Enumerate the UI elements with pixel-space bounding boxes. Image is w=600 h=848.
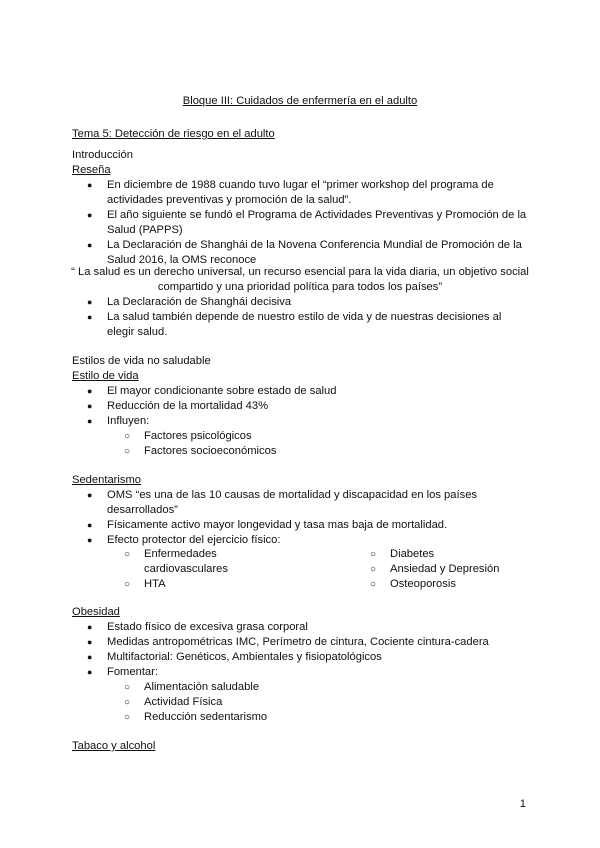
list-item: ● OMS “es una de las 10 causas de mortalidad y discapacidad en los países desarrollados”	[72, 488, 492, 518]
list-item: ● La salud también depende de nuestro estilo de vida y de nuestras decisiones al elegir salud.	[72, 310, 530, 340]
list-item: ● El año siguiente se fundó el Programa de Actividades Preventivas y Promoción de la Salud (PAPPS)	[72, 208, 530, 238]
document-title: Bloque III: Cuidados de enfermería en el adulto	[182, 95, 418, 107]
list-item: ○ Ansiedad y Depresión	[318, 562, 499, 577]
list-item: ○ Osteoporosis	[318, 577, 499, 592]
list-item: ○ Diabetes	[318, 547, 499, 562]
tema-heading: Tema 5: Detección de riesgo en el adulto	[72, 128, 275, 140]
sedentarismo-heading: Sedentarismo	[72, 474, 142, 486]
obesidad-heading: Obesidad	[72, 606, 120, 618]
list-item: ○ Enfermedades cardiovasculares	[72, 547, 244, 577]
estilos-sub-bullets	[72, 429, 276, 459]
list-item: ○ Actividad Física	[72, 695, 267, 710]
page-number: 1	[519, 798, 526, 810]
list-item: ● Multifactorial: Genéticos, Ambientales y fisiopatológicos	[72, 650, 530, 665]
list-item: ○ Reducción sedentarismo	[72, 710, 267, 725]
obesidad-sub-bullets	[72, 680, 267, 725]
list-item: ● Físicamente activo mayor longevidad y tasa mas baja de mortalidad.	[72, 518, 492, 533]
intro-heading: Introducción	[72, 149, 133, 161]
intro-bullets	[72, 178, 530, 268]
list-item: ● En diciembre de 1988 cuando tuvo lugar el “primer workshop del programa de actividades preventivas y promoción de la salud”.	[72, 178, 530, 208]
list-item: ○ Factores socioeconómicos	[72, 444, 276, 459]
list-item: ● Estado físico de excesiva grasa corporal	[72, 620, 530, 635]
list-item: ● Fomentar:	[72, 665, 530, 680]
intro-bullets-after	[72, 295, 530, 340]
list-item: ● Efecto protector del ejercicio físico:	[72, 533, 492, 548]
list-item: ○ HTA	[72, 577, 312, 592]
list-item: ● La Declaración de Shanghái de la Novena Conferencia Mundial de Promoción de la Salud 2016, la OMS reconoce	[72, 238, 530, 268]
estilos-bullets	[72, 384, 530, 429]
list-item: ○ Alimentación saludable	[72, 680, 267, 695]
intro-subheading: Reseña	[72, 164, 111, 176]
list-item: ● Influyen:	[72, 414, 530, 429]
sedentarismo-bullets	[72, 488, 492, 548]
sedentarismo-left-col	[72, 547, 312, 592]
who-quote: “ La salud es un derecho universal, un recurso esencial para la vida diaria, un objetivo social compartido y una prioridad política para todos los países”	[71, 266, 529, 293]
list-item: ● El mayor condicionante sobre estado de salud	[72, 384, 530, 399]
tabaco-heading: Tabaco y alcohol	[72, 740, 156, 752]
estilos-heading: Estilos de vida no saludable	[72, 355, 211, 367]
sedentarismo-right-col	[318, 547, 499, 592]
estilos-subheading: Estilo de vida	[72, 370, 139, 382]
obesidad-bullets	[72, 620, 530, 680]
list-item: ○ Factores psicológicos	[72, 429, 276, 444]
list-item: ● La Declaración de Shanghái decisiva	[72, 295, 530, 310]
list-item: ● Reducción de la mortalidad 43%	[72, 399, 530, 414]
list-item: ● Medidas antropométricas IMC, Perímetro de cintura, Cociente cintura-cadera	[72, 635, 530, 650]
